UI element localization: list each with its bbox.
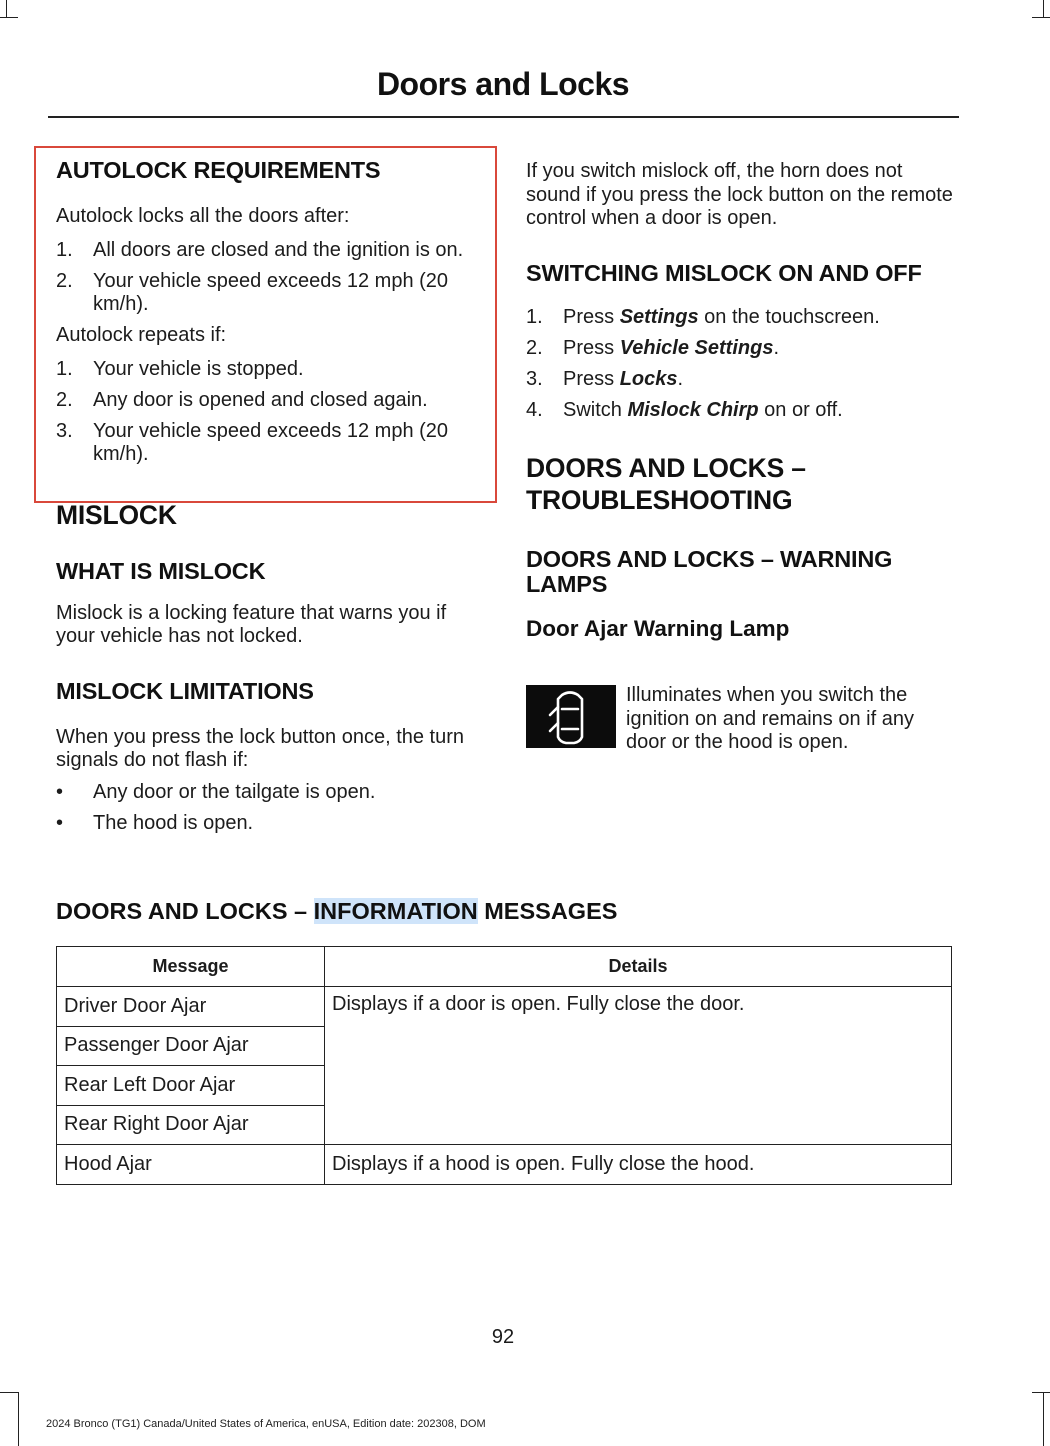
message-cell: Rear Right Door Ajar [57, 1105, 325, 1145]
bullet: • [56, 811, 64, 834]
crop-mark [0, 1392, 18, 1393]
autolock-intro: Autolock locks all the doors after: [56, 205, 350, 227]
message-cell: Rear Left Door Ajar [57, 1066, 325, 1106]
bullet: • [56, 780, 64, 803]
list-item [56, 239, 482, 263]
heading-part: MESSAGES [477, 898, 618, 924]
switching-mislock-heading: SWITCHING MISLOCK ON AND OFF [526, 259, 922, 286]
crop-mark [1032, 1392, 1050, 1393]
list-text: The hood is open. [93, 811, 254, 834]
list-text: Any door is opened and closed again. [93, 388, 428, 411]
mislock-limitations-heading: MISLOCK LIMITATIONS [56, 677, 314, 704]
troubleshooting-heading-line: TROUBLESHOOTING [526, 485, 793, 515]
list-number: 1. [526, 305, 543, 328]
mislock-off-text: If you switch mislock off, the horn does not sound if you press the lock button on the remote control when a door is open. [526, 160, 953, 229]
information-messages-heading [56, 898, 617, 925]
what-is-mislock-text: Mislock is a locking feature that warns you if your vehicle has not locked. [56, 601, 447, 647]
column-header-message: Message [57, 947, 325, 987]
mislock-limitations-list [56, 781, 482, 836]
step-text: Press [563, 367, 620, 390]
step-text: on the touchscreen. [698, 305, 880, 328]
warning-lamps-heading: DOORS AND LOCKS – WARNING LAMPS [526, 546, 893, 597]
message-cell: Passenger Door Ajar [57, 1026, 325, 1066]
list-number: 2. [56, 269, 73, 292]
column-header-details: Details [325, 947, 952, 987]
troubleshooting-heading [526, 452, 956, 516]
step-text: on or off. [758, 398, 843, 421]
right-column [526, 160, 956, 642]
door-ajar-icon [526, 685, 616, 748]
list-number: 3. [56, 419, 73, 442]
list-text: Your vehicle is stopped. [93, 357, 304, 380]
list-number: 3. [526, 367, 543, 390]
table-row [57, 987, 952, 1027]
autolock-repeat-list [56, 358, 482, 467]
list-item [56, 420, 482, 467]
footer-edition-info: 2024 Bronco (TG1) Canada/United States of America, enUSA, Edition date: 202308, DOM [46, 1418, 486, 1430]
step-text: Press [563, 305, 620, 328]
step-text: . [677, 367, 684, 390]
menu-name: Settings [619, 305, 699, 328]
list-number: 2. [526, 336, 543, 359]
step-text: Switch [563, 398, 628, 421]
list-item [526, 337, 956, 361]
menu-name: Locks [619, 367, 678, 390]
page-number: 92 [491, 1326, 515, 1348]
details-cell: Displays if a hood is open. Fully close the hood. [325, 1145, 952, 1185]
list-number: 1. [56, 357, 73, 380]
highlighted-word[interactable]: INFORMATION [313, 898, 478, 924]
list-item [56, 270, 482, 317]
autolock-after-list [56, 239, 482, 317]
message-cell: Driver Door Ajar [57, 987, 325, 1027]
list-item [56, 781, 482, 805]
crop-mark [1043, 1392, 1044, 1446]
door-ajar-lamp-text: Illuminates when you switch the ignition on and remains on if any door or the hood is open. [626, 684, 914, 753]
list-number: 4. [526, 398, 543, 421]
table-header-row [57, 947, 952, 987]
list-number: 1. [56, 238, 73, 261]
list-item [526, 399, 956, 423]
details-cell: Displays if a door is open. Fully close the door. [325, 987, 952, 1145]
table-row [57, 1145, 952, 1185]
list-item [526, 306, 956, 330]
mislock-limitations-text: When you press the lock button once, the turn signals do not flash if: [56, 725, 465, 771]
crop-mark [6, 0, 7, 18]
list-number: 2. [56, 388, 73, 411]
crop-mark [0, 17, 18, 18]
switching-steps-list [526, 306, 956, 423]
list-text: Any door or the tailgate is open. [93, 780, 376, 803]
autolock-repeats-intro: Autolock repeats if: [56, 324, 227, 346]
crop-mark [18, 1392, 19, 1446]
autolock-heading: AUTOLOCK REQUIREMENTS [56, 157, 381, 183]
title-divider [48, 116, 959, 118]
list-item [56, 389, 482, 413]
list-text: All doors are closed and the ignition is on. [93, 238, 464, 261]
mislock-heading: MISLOCK [56, 499, 177, 530]
list-text: Your vehicle speed exceeds 12 mph (20 km/h). [93, 419, 449, 465]
message-cell: Hood Ajar [57, 1145, 325, 1185]
information-messages-table [56, 946, 952, 1185]
step-text: Press [563, 336, 620, 359]
list-item [526, 368, 956, 392]
crop-mark [1032, 17, 1050, 18]
page-title: Doors and Locks [376, 66, 630, 102]
crop-mark [1043, 0, 1044, 18]
menu-name: Mislock Chirp [627, 398, 759, 421]
left-column [56, 158, 482, 843]
troubleshooting-heading-line: DOORS AND LOCKS – [526, 453, 806, 483]
step-text: . [773, 336, 779, 359]
door-ajar-lamp-heading: Door Ajar Warning Lamp [526, 616, 790, 641]
list-item [56, 358, 482, 382]
list-item [56, 812, 482, 836]
menu-name: Vehicle Settings [619, 336, 774, 359]
what-is-mislock-heading: WHAT IS MISLOCK [56, 557, 266, 584]
list-text: Your vehicle speed exceeds 12 mph (20 km/h). [93, 269, 449, 315]
heading-part: DOORS AND LOCKS – [56, 898, 314, 924]
